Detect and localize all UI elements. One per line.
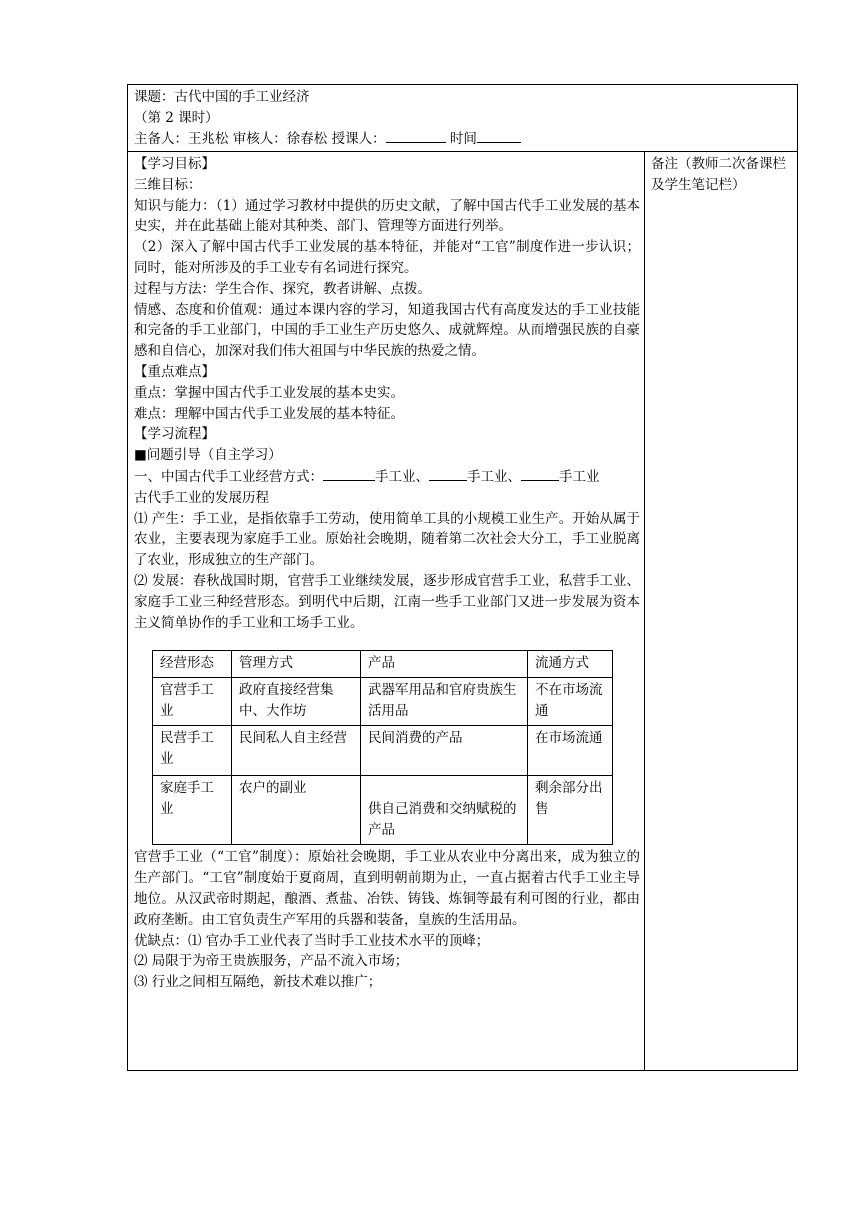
q1-blank-1[interactable] — [323, 466, 375, 481]
goal-emotion: 情感、态度和价值观：通过本课内容的学习，知道我国古代有高度发达的手工业技能和完备的手工业部门，中国的手工业生产历史悠久、成就辉煌。从而增强民族的自豪感和自信心，加深对我们伟大祖国与中华民族的热爱之情。 — [134, 301, 640, 360]
staff-line — [134, 128, 791, 150]
table-cell: 不在市场流通 — [528, 678, 613, 726]
business-forms-table — [152, 650, 613, 845]
goals-heading: 【学习目标】 — [134, 156, 215, 172]
header-cell — [128, 85, 797, 152]
table-header-cell: 产品 — [361, 651, 528, 678]
pros-cons-1: 优缺点：⑴ 官办手工业代表了当时手工业技术水平的顶峰； — [134, 932, 490, 949]
official-paragraph: 官营手工业（“工官”制度）：原始社会晚期，手工业从农业中分离出来，成为独立的生产部门。“工官”制度始于夏商周，直到明朝前期为止，一直占据着古代手工业主导地位。从汉武帝时期起，酿酒、煮盐、冶铁、铸钱、炼铜等最有利可图的行业，都由政府垄断。由工官负责生产军用的兵器和装备，皇族的生活用品。 — [134, 849, 640, 928]
table-row — [153, 678, 613, 726]
key-difficulty: 难点：理解中国古代手工业发展的基本特征。 — [134, 405, 404, 422]
q1-word-1: 手工业、 — [375, 468, 429, 485]
key-heading: 【重点难点】 — [134, 363, 215, 380]
flow-guide: ■问题引导（自主学习） — [134, 447, 282, 464]
teacher-blank[interactable] — [386, 128, 446, 143]
q1-word-2: 手工业、 — [467, 468, 521, 485]
table-header-cell: 流通方式 — [528, 651, 613, 678]
lesson-plan-table — [127, 84, 798, 1071]
chief-preparer: 主备人：王兆松 — [134, 131, 229, 147]
table-cell: 民间私人自主经营 — [232, 726, 361, 776]
time-blank[interactable] — [477, 128, 521, 143]
history-title: 古代手工业的发展历程 — [134, 489, 269, 506]
question-1 — [134, 466, 640, 488]
table-row — [153, 726, 613, 776]
goal-knowledge: 知识与能力：（1）通过学习教材中提供的历史文献，了解中国古代手工业发展的基本史实，并在此基础上能对其种类、部门、管理等方面进行列举。 — [134, 197, 640, 235]
pros-cons-2: ⑵ 局限于为帝王贵族服务，产品不流入市场； — [134, 953, 409, 970]
table-row — [153, 776, 613, 845]
q1-word-3: 手工业 — [559, 468, 600, 485]
table-header-cell: 管理方式 — [232, 651, 361, 678]
table-cell: 民营手工业 — [153, 726, 232, 776]
table-cell: 政府直接经营集中、大作坊 — [232, 678, 361, 726]
goal-process: 过程与方法：学生合作、探究，教者讲解、点拨。 — [134, 280, 431, 297]
notes-cell[interactable] — [645, 152, 797, 198]
reviewer: 审核人：徐春松 — [232, 131, 328, 147]
key-focus: 重点：掌握中国古代手工业发展的基本史实。 — [134, 384, 404, 401]
table-cell: 农户的副业 — [232, 776, 361, 845]
teacher-label: 授课人： — [331, 131, 386, 147]
lesson-period: （第 2 课时） — [134, 109, 219, 126]
lesson-title: 课题：古代中国的手工业经济 — [134, 89, 310, 105]
table-header-row — [153, 651, 613, 678]
table-cell: 武器军用品和官府贵族生活用品 — [361, 678, 528, 726]
notes-label: 备注（教师二次备课栏及学生笔记栏） — [651, 156, 786, 193]
table-header-cell: 经营形态 — [153, 651, 232, 678]
table-cell: 家庭手工业 — [153, 776, 232, 845]
table-cell: 官营手工业 — [153, 678, 232, 726]
history-development: ⑵ 发展：春秋战国时期，官营手工业继续发展，逐步形成官营手工业，私营手工业、家庭手工业三种经营形态。到明代中后期，江南一些手工业部门又进一步发展为资本主义简单协作的手工业和工场手工业。 — [134, 572, 640, 631]
q1-blank-3[interactable] — [521, 466, 559, 481]
history-origin: ⑴ 产生：手工业，是指依靠手工劳动，使用简单工具的小规模工业生产。开始从属于农业，主要表现为家庭手工业。原始社会晚期，随着第二次社会大分工，手工业脱离了农业，形成独立的生产部门。 — [134, 510, 640, 569]
goal-knowledge-2: （2）深入了解中国古代手工业发展的基本特征，并能对“工官”制度作进一步认识；同时，能对所涉及的手工业专有名词进行探究。 — [134, 239, 640, 276]
table-cell: 在市场流通 — [528, 726, 613, 776]
table-cell: 民间消费的产品 — [361, 726, 528, 776]
flow-heading: 【学习流程】 — [134, 426, 215, 443]
table-cell: 供自己消费和交纳赋税的产品 — [361, 776, 528, 845]
time-label: 时间 — [449, 131, 477, 147]
q1-prefix: 一、中国古代手工业经营方式： — [134, 468, 323, 485]
table-cell: 剩余部分出售 — [528, 776, 613, 845]
content-cell — [128, 152, 645, 1070]
q1-blank-2[interactable] — [429, 466, 467, 481]
pros-cons-3: ⑶ 行业之间相互隔绝，新技术难以推广； — [134, 974, 382, 991]
goals-sub: 三维目标： — [134, 176, 202, 193]
